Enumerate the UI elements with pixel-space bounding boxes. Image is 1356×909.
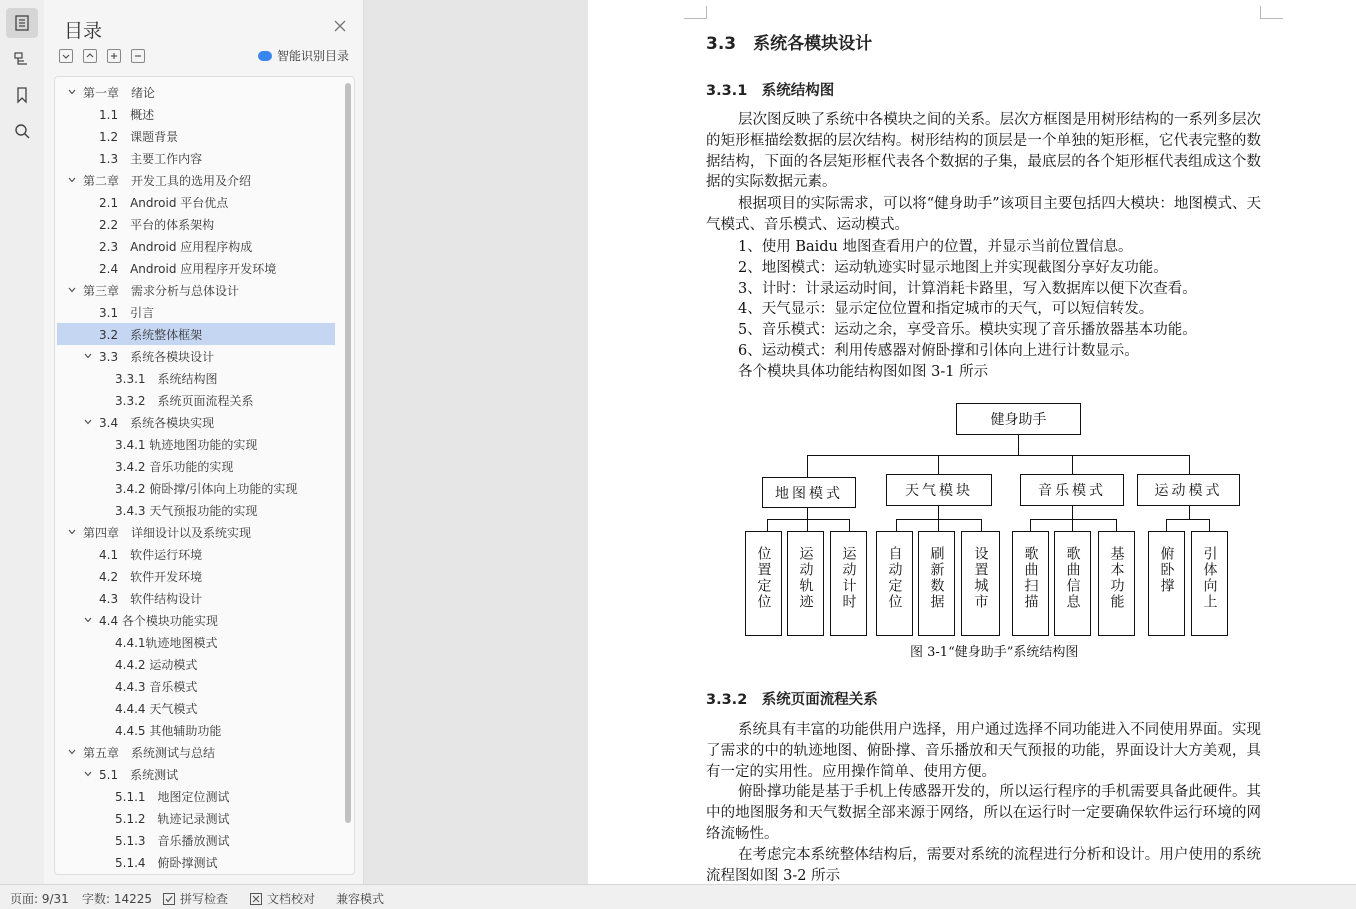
toc-item[interactable] bbox=[57, 323, 335, 345]
chevron-up-icon bbox=[84, 50, 96, 62]
list-item: 2、地图模式：运动轨迹实时显示地图上并实现截图分享好友功能。 bbox=[738, 259, 1168, 276]
outline-icon bbox=[13, 50, 31, 68]
figure-caption: 图 3-1“健身助手”系统结构图 bbox=[910, 645, 1079, 660]
connector bbox=[1072, 519, 1073, 531]
plus-icon bbox=[108, 50, 120, 62]
leaf-label: 运动计时 bbox=[840, 546, 857, 610]
crop-mark bbox=[1260, 6, 1283, 19]
leaf-box bbox=[1012, 531, 1049, 636]
toc-item-label: 2.2 平台的体系架构 bbox=[99, 217, 215, 232]
toc-item-label: 4.2 软件开发环境 bbox=[99, 569, 203, 584]
leaf-label: 位置定位 bbox=[755, 546, 772, 610]
list-item: 4、天气显示：显示定位位置和指定城市的天气，可以短信转发。 bbox=[738, 301, 1154, 318]
list-tail: 各个模块具体功能结构图如图 3-1 所示 bbox=[738, 364, 989, 380]
leaf-label: 引体向上 bbox=[1201, 546, 1218, 610]
toc-item[interactable] bbox=[57, 367, 335, 389]
module-box: 地图模式 bbox=[762, 477, 856, 508]
connector bbox=[1072, 455, 1073, 474]
connector bbox=[807, 507, 808, 519]
leaf-box bbox=[961, 531, 1000, 636]
proofread-icon bbox=[250, 893, 262, 905]
toc-item[interactable] bbox=[57, 653, 335, 675]
connector bbox=[1189, 455, 1190, 474]
toc-item[interactable] bbox=[57, 697, 335, 719]
list-item: 3、计时：计录运动时间，计算消耗卡路里，写入数据库以便下次查看。 bbox=[738, 280, 1197, 297]
toc-item[interactable] bbox=[57, 103, 335, 125]
section-heading: 3.3 系统各模块设计 bbox=[706, 34, 873, 54]
toc-item[interactable] bbox=[57, 345, 335, 367]
toc-item-label: 4.4.3 音乐模式 bbox=[115, 679, 198, 694]
paragraph: 根据项目的实际需求，可以将“健身助手”该项目主要包括四大模块：地图模式、天气模式、音乐模式、运动模式。 bbox=[706, 196, 1261, 233]
leaf-label: 刷新数据 bbox=[928, 546, 945, 610]
leaf-label: 歌曲扫描 bbox=[1022, 546, 1039, 610]
connector bbox=[938, 519, 939, 531]
subsection-heading: 3.3.2 系统页面流程关系 bbox=[706, 692, 878, 708]
connector bbox=[1209, 519, 1210, 531]
diagram-root: 健身助手 bbox=[956, 403, 1081, 435]
list-item: 1、使用 Baidu 地图查看用户的位置，并显示当前位置信息。 bbox=[738, 239, 1133, 255]
leaf-box bbox=[918, 531, 955, 636]
paragraph: 在考虑完本系统整体结构后，需要对系统的流程进行分析和设计。用户使用的系统流程图如图 3-2 所示 bbox=[706, 847, 1261, 884]
toc-title: 目录 bbox=[64, 20, 103, 42]
connector bbox=[767, 519, 850, 520]
checkbox-icon bbox=[163, 893, 175, 905]
toc-item-label: 2.1 Android 平台优点 bbox=[99, 195, 229, 210]
add-heading-button[interactable] bbox=[107, 49, 121, 63]
toc-item[interactable] bbox=[57, 301, 335, 323]
toc-item[interactable] bbox=[57, 213, 335, 235]
toc-item-label: 4.3 软件结构设计 bbox=[99, 591, 203, 606]
crop-mark bbox=[684, 6, 707, 19]
toc-item[interactable] bbox=[57, 543, 335, 565]
toc-item[interactable] bbox=[57, 477, 335, 499]
connector bbox=[767, 519, 768, 531]
toc-item-label: 3.3.2 系统页面流程关系 bbox=[115, 393, 254, 408]
toc-item[interactable] bbox=[57, 741, 335, 763]
toc-item[interactable] bbox=[57, 829, 335, 851]
list-item: 6、运动模式：利用传感器对俯卧撑和引体向上进行计数显示。 bbox=[738, 343, 1139, 359]
chevron-down-icon[interactable] bbox=[67, 527, 77, 537]
toc-item[interactable] bbox=[57, 675, 335, 697]
toc-item-label: 3.3 系统各模块设计 bbox=[99, 349, 215, 364]
toc-item-label: 3.3.1 系统结构图 bbox=[115, 371, 218, 386]
toc-item-label: 5.1.1 地图定位测试 bbox=[115, 789, 230, 804]
connector bbox=[807, 455, 808, 477]
toc-item-label: 5.1 系统测试 bbox=[99, 767, 179, 782]
chevron-down-icon bbox=[60, 50, 72, 62]
toc-rail-button[interactable] bbox=[6, 8, 38, 38]
toc-list bbox=[54, 76, 355, 875]
page-indicator[interactable]: 页面: 9/31 bbox=[10, 892, 69, 906]
status-bar bbox=[0, 884, 1356, 909]
toc-item[interactable] bbox=[57, 257, 335, 279]
chevron-down-icon[interactable] bbox=[83, 615, 93, 625]
toc-item[interactable] bbox=[57, 521, 335, 543]
chevron-down-icon[interactable] bbox=[67, 175, 77, 185]
connector bbox=[1030, 519, 1031, 531]
leaf-label: 自动定位 bbox=[886, 546, 903, 610]
toc-item[interactable] bbox=[57, 719, 335, 741]
toc-item[interactable] bbox=[57, 763, 335, 785]
connector bbox=[1189, 505, 1190, 519]
toc-item-label: 3.4 系统各模块实现 bbox=[99, 415, 215, 430]
toc-item[interactable] bbox=[57, 169, 335, 191]
leaf-box bbox=[1191, 531, 1228, 636]
toc-item-label: 5.1.3 音乐播放测试 bbox=[115, 833, 230, 848]
compat-mode[interactable]: 兼容模式 bbox=[336, 892, 385, 906]
toc-item-label: 5.1.4 俯卧撑测试 bbox=[115, 855, 218, 870]
toc-item-label: 4.4 各个模块功能实现 bbox=[99, 613, 218, 628]
word-count[interactable]: 字数: 14225 bbox=[82, 892, 153, 906]
ai-icon bbox=[258, 51, 272, 61]
chevron-down-icon[interactable] bbox=[83, 351, 93, 361]
toc-item[interactable] bbox=[57, 125, 335, 147]
chevron-down-icon[interactable] bbox=[67, 87, 77, 97]
chevron-down-icon[interactable] bbox=[83, 769, 93, 779]
toc-item-label: 3.4.3 天气预报功能的实现 bbox=[115, 503, 258, 518]
toc-item-label: 3.4.2 音乐功能的实现 bbox=[115, 459, 234, 474]
collapse-all-button[interactable] bbox=[59, 49, 73, 63]
toc-item[interactable] bbox=[57, 851, 335, 873]
side-rail bbox=[0, 0, 45, 884]
chapter-nav-button[interactable] bbox=[6, 44, 38, 74]
chevron-down-icon[interactable] bbox=[67, 285, 77, 295]
leaf-box bbox=[830, 531, 867, 636]
leaf-box bbox=[1054, 531, 1091, 636]
toc-item-label: 4.4.2 运动模式 bbox=[115, 657, 198, 672]
toc-item-label: 第一章 绪论 bbox=[83, 85, 156, 100]
connector bbox=[1116, 519, 1117, 531]
connector bbox=[1166, 519, 1210, 520]
toc-item-label: 第三章 需求分析与总体设计 bbox=[83, 283, 240, 298]
toc-item[interactable] bbox=[57, 499, 335, 521]
leaf-box bbox=[1148, 531, 1185, 636]
toc-item-label: 4.4.5 其他辅助功能 bbox=[115, 723, 222, 738]
toc-item-label: 3.4.2 俯卧撑/引体向上功能的实现 bbox=[115, 481, 298, 496]
toc-item-label: 第二章 开发工具的选用及介绍 bbox=[83, 173, 252, 188]
toc-item[interactable] bbox=[57, 81, 335, 103]
toc-item-label: 4.4.1轨迹地图模式 bbox=[115, 635, 218, 650]
module-box: 运动模式 bbox=[1137, 474, 1240, 506]
toc-item-label: 2.4 Android 应用程序开发环境 bbox=[99, 261, 277, 276]
connector bbox=[938, 455, 939, 474]
bookmark-icon bbox=[13, 86, 31, 104]
toc-item[interactable] bbox=[57, 235, 335, 257]
paragraph: 系统具有丰富的功能供用户选择，用户通过选择不同功能进入不同使用界面。实现了需求的中的轨迹地图、俯卧撑、音乐播放和天气预报的功能，界面设计大方美观，具有一定的实用性。应用操作简单、使用方便。 bbox=[706, 722, 1261, 780]
connector bbox=[807, 519, 808, 531]
connector bbox=[807, 455, 1189, 456]
spell-check-label: 拼写检查 bbox=[180, 892, 229, 906]
close-icon[interactable] bbox=[333, 19, 347, 33]
paragraph: 俯卧撑功能是基于手机上传感器开发的，所以运行程序的手机需要具备此硬件。其中的地图服务和天气数据全部来源于网络，所以在运行时一定要确保软件运行环境的网络流畅性。 bbox=[706, 784, 1261, 842]
leaf-box bbox=[1098, 531, 1135, 636]
remove-heading-button[interactable] bbox=[131, 49, 145, 63]
spell-check-button[interactable] bbox=[163, 890, 228, 907]
connector bbox=[896, 519, 982, 520]
toc-item-label: 4.4.4 天气模式 bbox=[115, 701, 198, 716]
chevron-down-icon[interactable] bbox=[67, 747, 77, 757]
toc-item-label: 4.1 软件运行环境 bbox=[99, 547, 203, 562]
connector bbox=[1072, 505, 1073, 519]
toc-item[interactable] bbox=[57, 587, 335, 609]
toc-item-label: 1.1 概述 bbox=[99, 107, 155, 122]
toc-item[interactable] bbox=[57, 191, 335, 213]
toc-item[interactable] bbox=[57, 807, 335, 829]
toc-item-label: 3.2 系统整体框架 bbox=[99, 327, 203, 342]
toc-item[interactable] bbox=[57, 785, 335, 807]
connector bbox=[896, 519, 897, 531]
leaf-label: 俯卧撑 bbox=[1158, 546, 1175, 594]
search-icon bbox=[13, 122, 31, 140]
connector bbox=[1030, 519, 1117, 520]
list-item: 5、音乐模式：运动之余，享受音乐。模块实现了音乐播放器基本功能。 bbox=[738, 322, 1197, 339]
toc-item-label: 2.3 Android 应用程序构成 bbox=[99, 239, 253, 254]
leaf-label: 运动轨迹 bbox=[797, 546, 814, 610]
toc-item-label: 1.3 主要工作内容 bbox=[99, 151, 203, 166]
toc-item[interactable] bbox=[57, 609, 335, 631]
toc-icon bbox=[13, 14, 31, 32]
module-box: 天气模块 bbox=[886, 474, 992, 506]
bookmark-button[interactable] bbox=[6, 80, 38, 110]
paragraph: 层次图反映了系统中各模块之间的关系。层次方框图是用树形结构的一系列多层次的矩形框描绘数据的层次结构。树形结构的顶层是一个单独的矩形框，它代表完整的数据结构，下面的各层矩形框代表各个数据的子集，最底层的各个矩形框代表组成这个数据的实际数据元素。 bbox=[706, 112, 1261, 191]
proofread-label: 文档校对 bbox=[267, 892, 316, 906]
chevron-down-icon[interactable] bbox=[83, 417, 93, 427]
leaf-label: 基本功能 bbox=[1108, 546, 1125, 610]
toc-item[interactable] bbox=[57, 433, 335, 455]
toc-panel bbox=[44, 0, 364, 884]
leaf-box bbox=[787, 531, 824, 636]
toc-item-label: 5.1.2 轨迹记录测试 bbox=[115, 811, 230, 826]
leaf-label: 歌曲信息 bbox=[1064, 546, 1081, 610]
search-button[interactable] bbox=[6, 116, 38, 146]
toc-item[interactable] bbox=[57, 565, 335, 587]
module-box: 音乐模式 bbox=[1020, 474, 1124, 506]
toc-item-label: 第四章 详细设计以及系统实现 bbox=[83, 525, 252, 540]
connector bbox=[849, 519, 850, 531]
connector bbox=[1018, 434, 1019, 455]
toc-item[interactable] bbox=[57, 631, 335, 653]
toc-item[interactable] bbox=[57, 147, 335, 169]
toc-item-label: 1.2 课题背景 bbox=[99, 129, 179, 144]
subsection-heading: 3.3.1 系统结构图 bbox=[706, 83, 835, 99]
toc-item-label: 3.1 引言 bbox=[99, 305, 155, 320]
scrollbar-thumb[interactable] bbox=[345, 83, 351, 823]
connector bbox=[938, 505, 939, 519]
leaf-label: 设置城市 bbox=[972, 546, 989, 610]
leaf-box bbox=[745, 531, 782, 636]
connector bbox=[981, 519, 982, 531]
document-page[interactable] bbox=[588, 0, 1356, 884]
expand-all-button[interactable] bbox=[83, 49, 97, 63]
toc-item-label: 3.4.1 轨迹地图功能的实现 bbox=[115, 437, 258, 452]
leaf-box bbox=[876, 531, 913, 636]
smart-toc-label: 智能识别目录 bbox=[277, 49, 350, 63]
toc-item[interactable] bbox=[57, 455, 335, 477]
minus-icon bbox=[132, 50, 144, 62]
toc-item-label: 第五章 系统测试与总结 bbox=[83, 745, 216, 760]
toc-item[interactable] bbox=[57, 411, 335, 433]
proofread-button[interactable] bbox=[250, 890, 315, 907]
smart-toc-button[interactable] bbox=[258, 47, 349, 64]
toc-item[interactable] bbox=[57, 279, 335, 301]
toc-item[interactable] bbox=[57, 389, 335, 411]
connector bbox=[1166, 519, 1167, 531]
